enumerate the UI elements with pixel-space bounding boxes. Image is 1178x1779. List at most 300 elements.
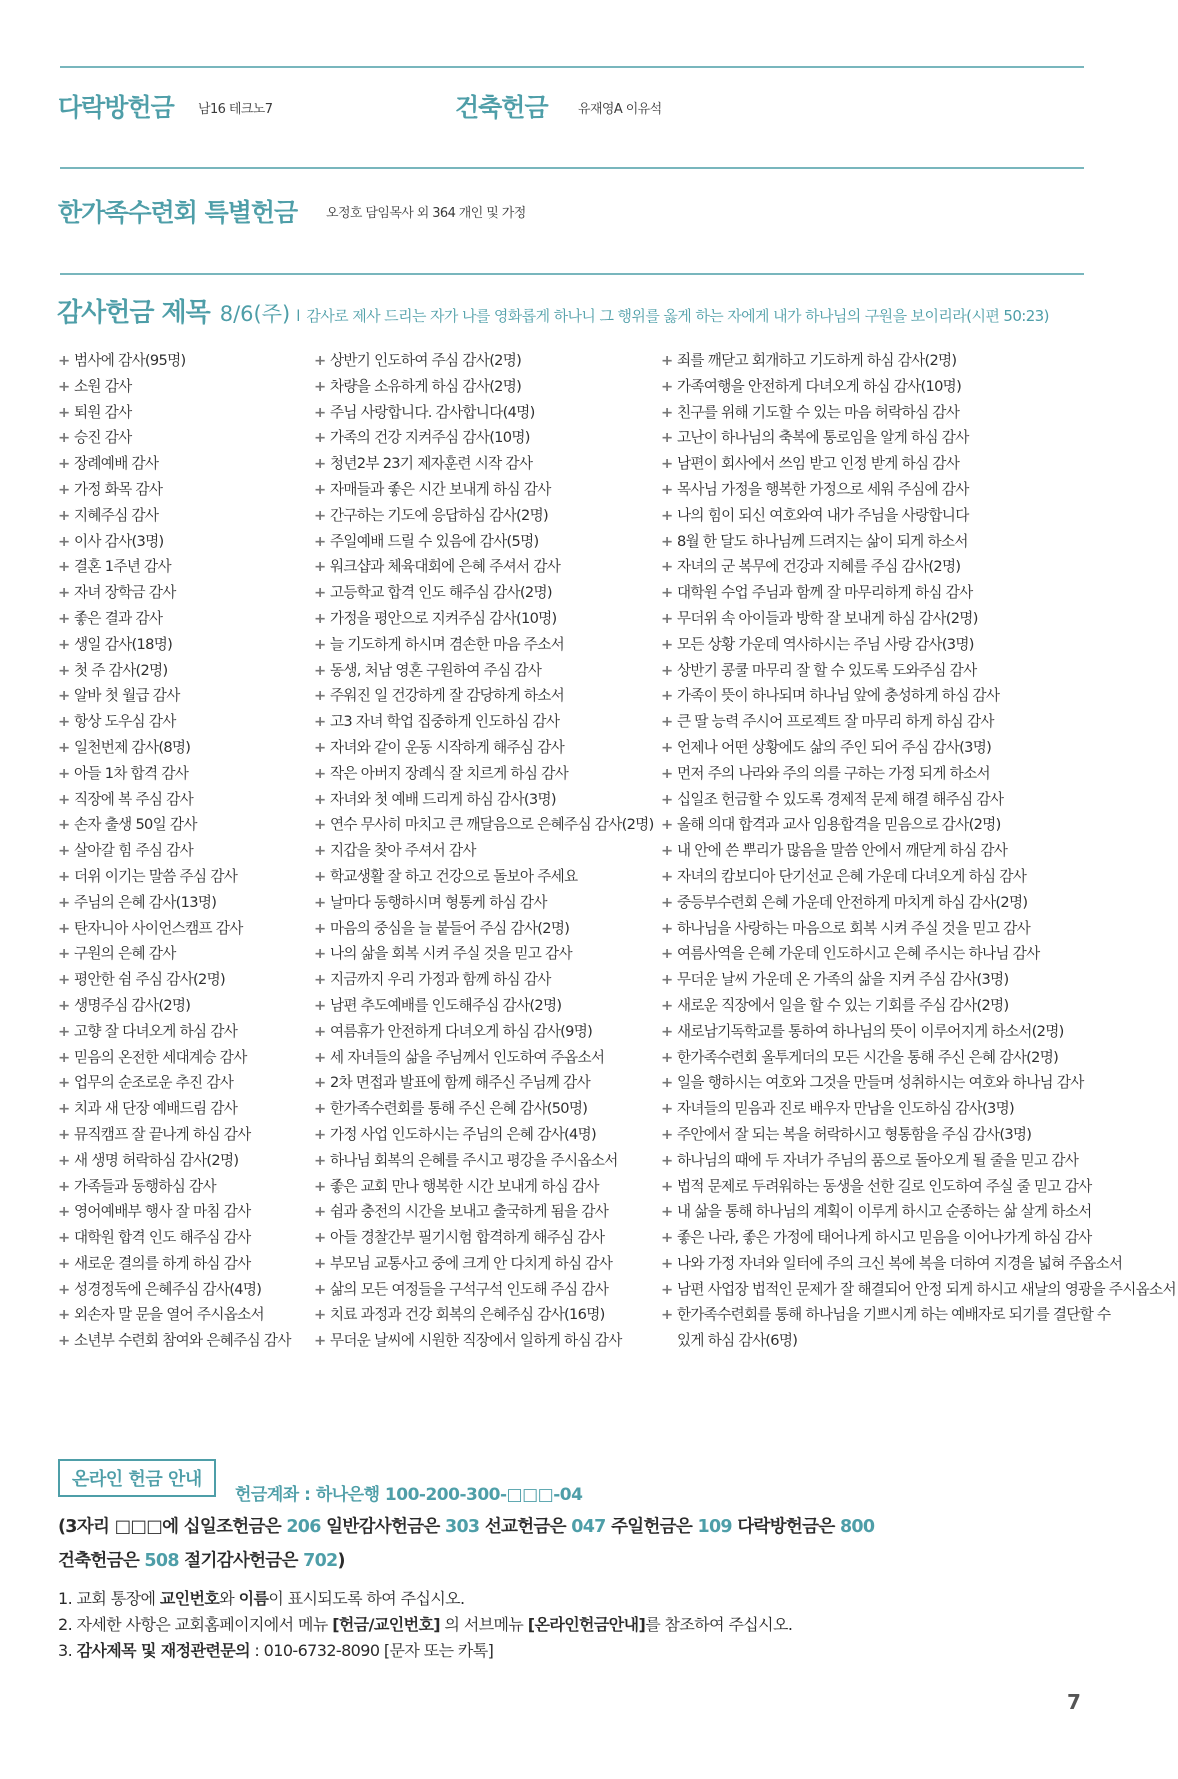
plus-icon: +: [314, 480, 326, 498]
thanks-item: [58, 761, 291, 787]
thanks-item-text: 하나님의 때에 두 자녀가 주님의 품으로 돌아오게 될 줄을 믿고 감사: [677, 1151, 1079, 1169]
note-1-text-b: 와: [219, 1589, 239, 1608]
darakbang-names: 남16 테크노7: [198, 102, 273, 117]
thanks-item: [58, 683, 291, 709]
plus-icon: +: [661, 403, 673, 421]
plus-icon: +: [314, 1229, 326, 1247]
plus-icon: +: [314, 1074, 326, 1092]
thanks-item-text: 새 생명 허락하심 감사(2명): [74, 1151, 239, 1169]
plus-icon: +: [661, 945, 673, 963]
plus-icon: +: [661, 352, 673, 369]
thanks-item: [58, 1122, 291, 1148]
thanks-item-text: 평안한 쉼 주심 감사(2명): [74, 971, 225, 989]
plus-icon: +: [314, 635, 326, 653]
plus-icon: +: [58, 635, 70, 653]
thanks-item-text: 지혜주심 감사: [74, 506, 159, 524]
plus-icon: +: [314, 1100, 326, 1118]
plus-icon: +: [58, 713, 70, 731]
thanks-item-text: 세 자녀들의 삶을 주님께서 인도하여 주옵소서: [330, 1048, 605, 1066]
special-offering-title: 한가족수련회 특별헌금: [58, 198, 298, 227]
offering-code-text: 선교헌금은: [479, 1517, 572, 1537]
plus-icon: +: [314, 687, 326, 705]
thanks-item: [58, 477, 291, 503]
plus-icon: +: [661, 1022, 673, 1040]
thanks-item-text: 직장에 복 주심 감사: [74, 790, 193, 808]
plus-icon: +: [314, 1306, 326, 1324]
thanks-item-text: 일을 행하시는 여호와 그것을 만들며 성취하시는 여호와 하나님 감사: [677, 1074, 1084, 1092]
plus-icon: +: [661, 1125, 673, 1143]
thanks-item: [314, 348, 654, 374]
plus-icon: +: [58, 1332, 70, 1350]
thanks-item: [58, 580, 291, 606]
thanks-item: [58, 967, 291, 993]
thanks-item-text: 목사님 가정을 행복한 가정으로 세워 주심에 감사: [677, 480, 969, 498]
offering-code-text: 주일헌금은: [605, 1517, 698, 1537]
thanks-item: [58, 374, 291, 400]
thanks-item-text: 좋은 결과 감사: [74, 609, 163, 627]
offering-codes: [58, 1510, 1118, 1578]
thanks-list-column-1: [58, 348, 291, 1354]
plus-icon: +: [661, 455, 673, 473]
plus-icon: +: [314, 816, 326, 834]
offering-code-text: 건축헌금은: [58, 1551, 145, 1571]
plus-icon: +: [58, 429, 70, 447]
thanks-item-text: 항상 도우심 감사: [74, 713, 176, 731]
note-2-bold-b: [온라인헌금안내]: [527, 1615, 646, 1634]
thanks-item-text: 고등학교 합격 인도 해주심 감사(2명): [330, 584, 552, 602]
thanks-item-text: 남편 추도예배를 인도해주심 감사(2명): [330, 996, 562, 1014]
thanks-item-text: 가족이 뜻이 하나되며 하나님 앞에 충성하게 하심 감사: [677, 687, 1000, 705]
thanks-item: [314, 529, 654, 555]
building-title: 건축헌금: [455, 93, 548, 122]
plus-icon: +: [58, 816, 70, 834]
thanks-item-text: 내 삶을 통해 하나님의 계획이 이루게 하시고 순종하는 삶 살게 하소서: [677, 1203, 1092, 1221]
offering-code-number: 800: [839, 1517, 875, 1537]
thanks-item: [314, 1174, 654, 1200]
thanks-item: [661, 735, 1176, 761]
plus-icon: +: [58, 893, 70, 911]
thanks-item: [314, 503, 654, 529]
thanks-item: [314, 1019, 654, 1045]
offering-code-text: (3자리 □□□에 십일조헌금은: [58, 1517, 287, 1537]
thanks-item: [58, 529, 291, 555]
plus-icon: +: [58, 532, 70, 550]
thanks-separator: l: [296, 307, 301, 325]
plus-icon: +: [314, 455, 326, 473]
thanks-list-column-3: [661, 348, 1176, 1354]
plus-icon: +: [661, 764, 673, 782]
thanks-item-text: 마음의 중심을 늘 붙들어 주심 감사(2명): [330, 919, 570, 937]
thanks-item-text: 죄를 깨닫고 회개하고 기도하게 하심 감사(2명): [677, 352, 957, 369]
plus-icon: +: [661, 1280, 673, 1298]
thanks-item-text: 아들 1차 합격 감사: [74, 764, 189, 782]
thanks-item-text: 하나님을 사랑하는 마음으로 회복 시켜 주실 것을 믿고 감사: [677, 919, 1031, 937]
plus-icon: +: [314, 1203, 326, 1221]
plus-icon: +: [314, 713, 326, 731]
offering-code-text: 절기감사헌금은: [178, 1551, 304, 1571]
plus-icon: +: [661, 816, 673, 834]
thanks-item-text: 자녀와 첫 예배 드리게 하심 감사(3명): [330, 790, 556, 808]
thanks-item: [661, 451, 1176, 477]
thanks-item: [314, 374, 654, 400]
plus-icon: +: [661, 1151, 673, 1169]
thanks-item-text: 성경정독에 은혜주심 감사(4명): [74, 1280, 262, 1298]
thanks-item: [661, 1045, 1176, 1071]
account-info: 헌금계좌 : 하나은행 100-200-300-□□□-04: [235, 1485, 583, 1505]
plus-icon: +: [58, 506, 70, 524]
thanks-item-text: 청년2부 23기 제자훈련 시작 감사: [330, 455, 533, 473]
thanks-item-text: 늘 기도하게 하시며 겸손한 마음 주소서: [330, 635, 565, 653]
plus-icon: +: [58, 764, 70, 782]
thanks-item-text: 자녀의 군 복무에 건강과 지혜를 주심 감사(2명): [677, 558, 961, 576]
thanks-item-text: 범사에 감사(95명): [74, 352, 186, 369]
plus-icon: +: [661, 1100, 673, 1118]
thanks-item: [661, 709, 1176, 735]
plus-icon: +: [58, 1203, 70, 1221]
thanks-item-text: 무더위 속 아이들과 방학 잘 보내게 하심 감사(2명): [677, 609, 978, 627]
note-1-text-a: 1. 교회 통장에: [58, 1589, 160, 1608]
note-3: [58, 1638, 792, 1664]
thanks-date: 8/6(주): [219, 302, 291, 326]
thanks-item: [661, 1225, 1176, 1251]
note-2: [58, 1612, 792, 1638]
thanks-item: [58, 632, 291, 658]
thanks-item-text: 주님의 은혜 감사(13명): [74, 893, 217, 911]
thanks-item: [661, 993, 1176, 1019]
plus-icon: +: [58, 1229, 70, 1247]
thanks-item: [58, 838, 291, 864]
thanks-item: [314, 864, 654, 890]
thanks-item-text: 살아갈 힘 주심 감사: [74, 842, 193, 860]
thanks-item: [314, 632, 654, 658]
thanks-item: [314, 1070, 654, 1096]
thanks-item-text: 업무의 순조로운 추진 감사: [74, 1074, 234, 1092]
plus-icon: +: [661, 996, 673, 1014]
plus-icon: +: [314, 429, 326, 447]
note-2-text-c: 를 참조하여 주십시오.: [645, 1615, 793, 1634]
note-1-bold-a: 교인번호: [159, 1589, 220, 1608]
divider-middle: [60, 167, 1084, 169]
thanks-item-text: 주일예배 드릴 수 있음에 감사(5명): [330, 532, 539, 550]
plus-icon: +: [58, 996, 70, 1014]
thanks-item: [314, 1199, 654, 1225]
thanks-item: [314, 477, 654, 503]
thanks-item-text: 십일조 헌금할 수 있도록 경제적 문제 해결 해주심 감사: [677, 790, 1004, 808]
thanks-item-text: 승진 감사: [74, 429, 132, 447]
thanks-item-text: 친구를 위해 기도할 수 있는 마음 허락하심 감사: [677, 403, 960, 421]
thanks-item-text: 상반기 인도하여 주심 감사(2명): [330, 352, 522, 369]
thanks-item: [661, 348, 1176, 374]
thanks-item: [661, 632, 1176, 658]
thanks-item: [661, 864, 1176, 890]
thanks-item: [58, 1277, 291, 1303]
thanks-item-text: 여름휴가 안전하게 다녀오게 하심 감사(9명): [330, 1022, 593, 1040]
thanks-item: [58, 1302, 291, 1328]
plus-icon: +: [314, 738, 326, 756]
online-offering-badge: 온라인 헌금 안내: [58, 1459, 216, 1497]
plus-icon: +: [58, 1254, 70, 1272]
thanks-item: [661, 1199, 1176, 1225]
note-1-bold-b: 이름: [238, 1589, 269, 1608]
thanks-item-text: 일천번제 감사(8명): [74, 738, 191, 756]
plus-icon: +: [58, 1280, 70, 1298]
thanks-item-text: 연수 무사히 마치고 큰 깨달음으로 은혜주심 감사(2명): [330, 816, 654, 834]
plus-icon: +: [661, 842, 673, 860]
plus-icon: +: [58, 1048, 70, 1066]
thanks-item: [314, 1302, 654, 1328]
plus-icon: +: [314, 1254, 326, 1272]
thanks-item-text: 가족들과 동행하심 감사: [74, 1177, 216, 1195]
plus-icon: +: [661, 738, 673, 756]
note-2-text-a: 2. 자세한 사항은 교회홈페이지에서 메뉴: [58, 1615, 333, 1634]
thanks-item: [58, 658, 291, 684]
plus-icon: +: [661, 893, 673, 911]
thanks-item-text: 생일 감사(18명): [74, 635, 173, 653]
thanks-item: [661, 787, 1176, 813]
plus-icon: +: [58, 609, 70, 627]
thanks-item: [58, 425, 291, 451]
plus-icon: +: [314, 945, 326, 963]
thanks-item-text: 동생, 처남 영혼 구원하여 주심 감사: [330, 661, 542, 679]
thanks-item: [58, 1070, 291, 1096]
thanks-item-text: 알바 첫 월급 감사: [74, 687, 180, 705]
thanks-item: [661, 890, 1176, 916]
thanks-item: [661, 812, 1176, 838]
note-3-bold: 감사제목 및 재정관련문의: [76, 1641, 250, 1660]
thanks-item-text: 차량을 소유하게 하심 감사(2명): [330, 377, 522, 395]
thanks-item: [58, 1096, 291, 1122]
plus-icon: +: [661, 429, 673, 447]
building-names: 유재영A 이유석: [578, 102, 662, 117]
thanks-item: [314, 890, 654, 916]
thanks-item: [661, 916, 1176, 942]
special-offering-names: 오정호 담임목사 외 364 개인 및 가정: [326, 206, 526, 221]
offering-code-number: 508: [144, 1551, 179, 1571]
thanks-item-text: 주워진 일 건강하게 잘 감당하게 하소서: [330, 687, 565, 705]
thanks-item: [58, 864, 291, 890]
thanks-item: [314, 683, 654, 709]
thanks-item: [314, 400, 654, 426]
offering-code-text: ): [337, 1551, 345, 1571]
thanks-item: [58, 400, 291, 426]
thanks-item: [661, 400, 1176, 426]
thanks-item: [314, 735, 654, 761]
plus-icon: +: [314, 996, 326, 1014]
thanks-item-text: 무더운 날씨에 시원한 직장에서 일하게 하심 감사: [330, 1332, 622, 1350]
thanks-item-text: 자녀와 같이 운동 시작하게 해주심 감사: [330, 738, 565, 756]
thanks-item-text: 손자 출생 50일 감사: [74, 816, 197, 834]
thanks-item-text: 자녀의 캄보디아 단기선교 은혜 가운데 다녀오게 하심 감사: [677, 867, 1027, 885]
thanks-item-text: 자매들과 좋은 시간 보내게 하심 감사: [330, 480, 551, 498]
note-3-text-a: 3.: [58, 1641, 77, 1660]
thanks-item-text: 자녀들의 믿음과 진로 배우자 만남을 인도하심 감사(3명): [677, 1100, 1014, 1118]
plus-icon: +: [661, 635, 673, 653]
plus-icon: +: [661, 1306, 673, 1324]
thanks-item-text: 치료 과정과 건강 회복의 은혜주심 감사(16명): [330, 1306, 605, 1324]
plus-icon: +: [661, 532, 673, 550]
plus-icon: +: [314, 661, 326, 679]
thanks-item: [314, 1328, 654, 1354]
plus-icon: +: [661, 1254, 673, 1272]
note-3-text-b: : 010-6732-8090 [문자 또는 카톡]: [249, 1641, 494, 1660]
thanks-item-text: 가정 사업 인도하시는 주님의 은혜 감사(4명): [330, 1125, 597, 1143]
thanks-item: [58, 451, 291, 477]
note-1-text-c: 이 표시되도록 하여 주십시오.: [268, 1589, 465, 1608]
thanks-item: [58, 709, 291, 735]
plus-icon: +: [661, 661, 673, 679]
plus-icon: +: [58, 687, 70, 705]
thanks-item-text: 쉼과 충전의 시간을 보내고 출국하게 됨을 감사: [330, 1203, 609, 1221]
thanks-item-text: 소년부 수련회 참여와 은혜주심 감사: [74, 1332, 291, 1350]
thanks-item-text: 법적 문제로 두려워하는 동생을 선한 길로 인도하여 주실 줄 믿고 감사: [677, 1177, 1092, 1195]
thanks-item: [314, 709, 654, 735]
thanks-item: [661, 1302, 1176, 1328]
thanks-item-text: 학교생활 잘 하고 건강으로 돌보아 주세요: [330, 867, 578, 885]
thanks-item-text: 올해 의대 합격과 교사 임용합격을 믿음으로 감사(2명): [677, 816, 1001, 834]
plus-icon: +: [661, 558, 673, 576]
thanks-item-text: 한가족수련회를 통해 하나님을 기쁘시게 하는 예배자로 되기를 결단할 수: [677, 1306, 1111, 1324]
plus-icon: +: [58, 945, 70, 963]
thanks-item: [58, 1019, 291, 1045]
thanks-item: [661, 580, 1176, 606]
plus-icon: +: [314, 919, 326, 937]
thanks-item-text: 나와 가정 자녀와 일터에 주의 크신 복에 복을 더하여 지경을 넓혀 주옵소서: [677, 1254, 1123, 1272]
thanks-item: [314, 1122, 654, 1148]
plus-icon: +: [58, 1074, 70, 1092]
plus-icon: +: [661, 480, 673, 498]
plus-icon: +: [58, 842, 70, 860]
thanks-item: [661, 1174, 1176, 1200]
thanks-item-text: 좋은 교회 만나 행복한 시간 보내게 하심 감사: [330, 1177, 599, 1195]
thanks-item-text: 작은 아버지 장례식 잘 치르게 하심 감사: [330, 764, 568, 782]
thanks-item-text: 퇴원 감사: [74, 403, 132, 421]
plus-icon: +: [661, 1048, 673, 1066]
divider-lower: [60, 273, 1084, 275]
plus-icon: +: [314, 764, 326, 782]
thanks-item-text: 언제나 어떤 상황에도 삶의 주인 되어 주심 감사(3명): [677, 738, 992, 756]
thanks-item-text: 주안에서 잘 되는 복을 허락하시고 형통함을 주심 감사(3명): [677, 1125, 1032, 1143]
offering-codes-line-2: [58, 1544, 1118, 1578]
thanks-item: [661, 503, 1176, 529]
thanks-item: [58, 1225, 291, 1251]
thanks-item: [314, 554, 654, 580]
plus-icon: +: [661, 919, 673, 937]
thanks-item: [58, 503, 291, 529]
thanks-item-text: 주님 사랑합니다. 감사합니다(4명): [330, 403, 535, 421]
plus-icon: +: [314, 1280, 326, 1298]
thanks-item: [314, 1251, 654, 1277]
thanks-item-text: 생명주심 감사(2명): [74, 996, 191, 1014]
plus-icon: +: [661, 1177, 673, 1195]
plus-icon: +: [58, 1151, 70, 1169]
thanks-verse: 감사로 제사 드리는 자가 나를 영화롭게 하나니 그 행위를 옳게 하는 자에게 내가 하나님의 구원을 보이리라(시편 50:23): [306, 307, 1049, 325]
note-2-text-b: 의 서브메뉴: [440, 1615, 528, 1634]
thanks-item: [58, 941, 291, 967]
thanks-item: [58, 1045, 291, 1071]
plus-icon: +: [58, 1306, 70, 1324]
plus-icon: +: [58, 377, 70, 395]
thanks-item: [661, 529, 1176, 555]
thanks-item-text: 나의 힘이 되신 여호와여 내가 주님을 사랑합니다: [677, 506, 969, 524]
thanks-item: [314, 1045, 654, 1071]
thanks-item-text: 치과 새 단장 예배드림 감사: [74, 1100, 238, 1118]
thanks-item-text: 간구하는 기도에 응답하심 감사(2명): [330, 506, 548, 524]
plus-icon: +: [58, 738, 70, 756]
thanks-item: [58, 1174, 291, 1200]
plus-icon: +: [314, 584, 326, 602]
thanks-item: [314, 658, 654, 684]
thanks-item: [58, 554, 291, 580]
thanks-item: [314, 812, 654, 838]
thanks-item-text: 날마다 동행하시며 형통케 하심 감사: [330, 893, 547, 911]
thanks-item: [661, 1328, 1176, 1354]
thanks-item: [661, 838, 1176, 864]
thanks-item-text: 장례예배 감사: [74, 455, 159, 473]
plus-icon: +: [661, 1203, 673, 1221]
thanks-item: [661, 1096, 1176, 1122]
plus-icon: +: [314, 609, 326, 627]
thanks-item: [661, 477, 1176, 503]
plus-icon: +: [661, 1074, 673, 1092]
plus-icon: +: [661, 971, 673, 989]
thanks-item: [58, 348, 291, 374]
plus-icon: +: [661, 867, 673, 885]
thanks-item-text: 모든 상황 가운데 역사하시는 주님 사랑 감사(3명): [677, 635, 974, 653]
thanks-item: [58, 1328, 291, 1354]
plus-icon: +: [58, 867, 70, 885]
thanks-item-text: 고향 잘 다녀오게 하심 감사: [74, 1022, 238, 1040]
thanks-item-text: 삶의 모든 여정들을 구석구석 인도해 주심 감사: [330, 1280, 609, 1298]
thanks-item: [314, 580, 654, 606]
thanks-item-text: 먼저 주의 나라와 주의 의를 구하는 가정 되게 하소서: [677, 764, 990, 782]
plus-icon: +: [314, 1022, 326, 1040]
thanks-item-text: 가정을 평안으로 지켜주심 감사(10명): [330, 609, 557, 627]
thanks-item-text: 워크샵과 체육대회에 은혜 주셔서 감사: [330, 558, 561, 576]
thanks-item-text: 내 안에 쓴 뿌리가 많음을 말씀 안에서 깨닫게 하심 감사: [677, 842, 1008, 860]
thanks-item: [661, 683, 1176, 709]
thanks-item: [58, 1199, 291, 1225]
thanks-item: [661, 1148, 1176, 1174]
thanks-item-text: 지금까지 우리 가정과 함께 하심 감사: [330, 971, 551, 989]
thanks-list-column-2: [314, 348, 654, 1354]
thanks-item: [58, 993, 291, 1019]
thanks-item-text: 영어예배부 행사 잘 마침 감사: [74, 1203, 251, 1221]
thanks-item-text: 하나님 회복의 은혜를 주시고 평강을 주시옵소서: [330, 1151, 618, 1169]
plus-icon: +: [661, 687, 673, 705]
offering-code-text: 일반감사헌금은: [320, 1517, 445, 1537]
thanks-item-text: 중등부수련회 은혜 가운데 안전하게 마치게 하심 감사(2명): [677, 893, 1028, 911]
thanks-item: [314, 916, 654, 942]
thanks-item: [58, 916, 291, 942]
plus-icon: +: [314, 971, 326, 989]
plus-icon: +: [58, 584, 70, 602]
thanks-item: [314, 1225, 654, 1251]
thanks-item: [314, 1096, 654, 1122]
plus-icon: +: [314, 377, 326, 395]
thanks-item: [661, 1277, 1176, 1303]
thanks-item-text: 탄자니아 사이언스캠프 감사: [74, 919, 243, 937]
thanks-item: [314, 838, 654, 864]
offering-code-number: 702: [303, 1551, 338, 1571]
plus-icon: +: [314, 1177, 326, 1195]
thanks-item: [661, 374, 1176, 400]
plus-icon: +: [314, 506, 326, 524]
thanks-item: [661, 658, 1176, 684]
plus-icon: +: [58, 558, 70, 576]
plus-icon: +: [314, 1048, 326, 1066]
thanks-item: [58, 787, 291, 813]
plus-icon: +: [58, 790, 70, 808]
